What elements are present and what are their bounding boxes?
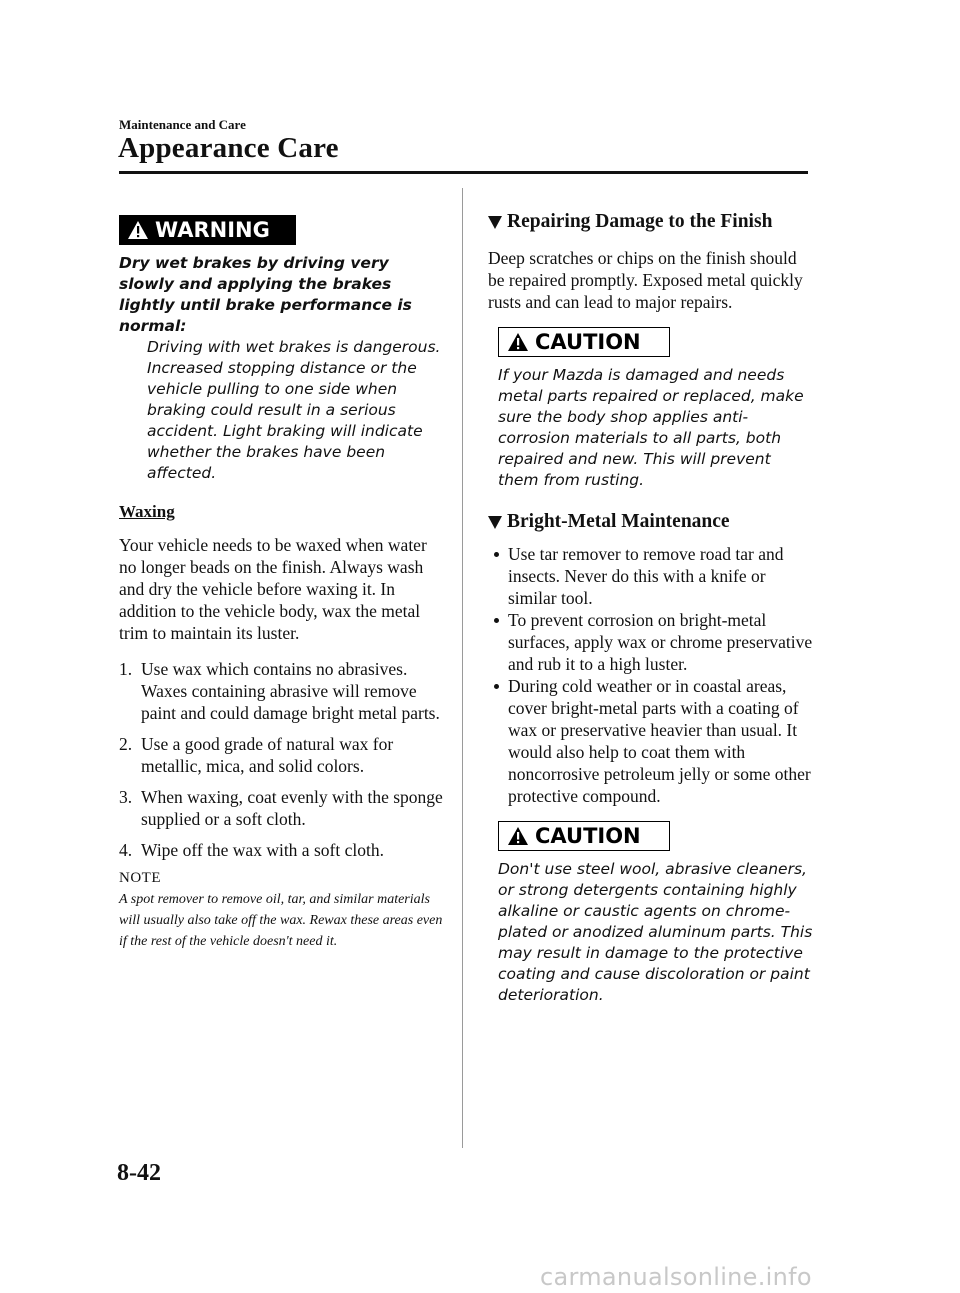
repair-heading: Repairing Damage to the Finish <box>488 211 813 233</box>
caution-body: If your Mazda is damaged and needs metal parts repaired or replaced, make sure the body shop applies anti-corrosion materials to all parts, both repaired and new. This will prevent them from rusting. <box>498 366 804 489</box>
page-title: Appearance Care <box>118 132 339 164</box>
warning-triangle-icon <box>507 332 529 352</box>
title-rule <box>119 171 808 174</box>
note-body: A spot remover to remove oil, tar, and similar materials will usually also take off the wax. Rewax these areas even if the rest of the vehicle doesn't need it. <box>119 892 443 949</box>
list-item: 3. When waxing, coat evenly with the sponge supplied or a soft cloth. <box>119 787 443 829</box>
list-item: 1. Use wax which contains no abrasives. Waxes containing abrasive will remove paint and could damage bright metal parts. <box>119 659 440 723</box>
caution-label: CAUTION <box>535 824 641 848</box>
warning-triangle-icon <box>127 220 149 240</box>
warning-label: WARNING <box>155 218 270 242</box>
warning-badge <box>119 215 296 245</box>
warning-heading: Dry wet brakes by driving very slowly and applying the brakes lightly until brake performance is normal: <box>119 254 412 335</box>
bullet-icon <box>488 543 508 609</box>
left-column <box>119 215 444 952</box>
repair-body: Deep scratches or chips on the finish should be repaired promptly. Exposed metal quickly rusts and can lead to major repairs. <box>488 248 803 312</box>
down-triangle-icon <box>488 516 502 529</box>
column-divider <box>462 188 463 1148</box>
waxing-heading: Waxing <box>119 502 175 521</box>
note-label: NOTE <box>119 870 161 886</box>
caution-body: Don't use steel wool, abrasive cleaners, or strong detergents containing highly alkaline or caustic agents on chrome-plated or anodized aluminum parts. This may result in damage to the protective coating and cause discoloration or paint deterioration. <box>498 860 813 1004</box>
waxing-intro: Your vehicle needs to be waxed when water no longer beads on the finish. Always wash and dry the vehicle before waxing it. In addition to the vehicle body, wax the metal trim to maintain its luster. <box>119 535 427 643</box>
repair-caution <box>498 327 813 357</box>
bright-metal-list <box>488 543 813 807</box>
list-item: 4. Wipe off the wax with a soft cloth. <box>119 840 384 860</box>
bullet-icon <box>488 609 508 675</box>
warning-triangle-icon <box>507 826 529 846</box>
list-item: Use tar remover to remove road tar and insects. Never do this with a knife or similar tool. <box>488 543 813 609</box>
warning-body: Driving with wet brakes is dangerous. Increased stopping distance or the vehicle pulling to one side when braking could result in a serious accident. Light braking will indicate whether the brakes have been affected. <box>147 338 441 482</box>
caution-badge <box>498 327 670 357</box>
bullet-icon <box>488 675 508 807</box>
bright-metal-caution <box>498 821 813 851</box>
list-item: To prevent corrosion on bright-metal surfaces, apply wax or chrome preservative and rub it to a high luster. <box>488 609 813 675</box>
waxing-steps <box>119 658 444 861</box>
list-item: 2. Use a good grade of natural wax for metallic, mica, and solid colors. <box>119 734 394 776</box>
down-triangle-icon <box>488 216 502 229</box>
watermark: carmanualsonline.info <box>540 1263 812 1291</box>
page-number: 8-42 <box>117 1160 161 1186</box>
bright-metal-heading: Bright-Metal Maintenance <box>488 511 813 533</box>
section-label: Maintenance and Care <box>119 117 246 132</box>
right-column <box>488 211 813 1006</box>
caution-label: CAUTION <box>535 330 641 354</box>
list-item: During cold weather or in coastal areas, cover bright-metal parts with a coating of wax or preservative heavier than usual. It would also help to coat them with noncorrosive petroleum jelly or some other protective compound. <box>488 675 813 807</box>
caution-badge <box>498 821 670 851</box>
